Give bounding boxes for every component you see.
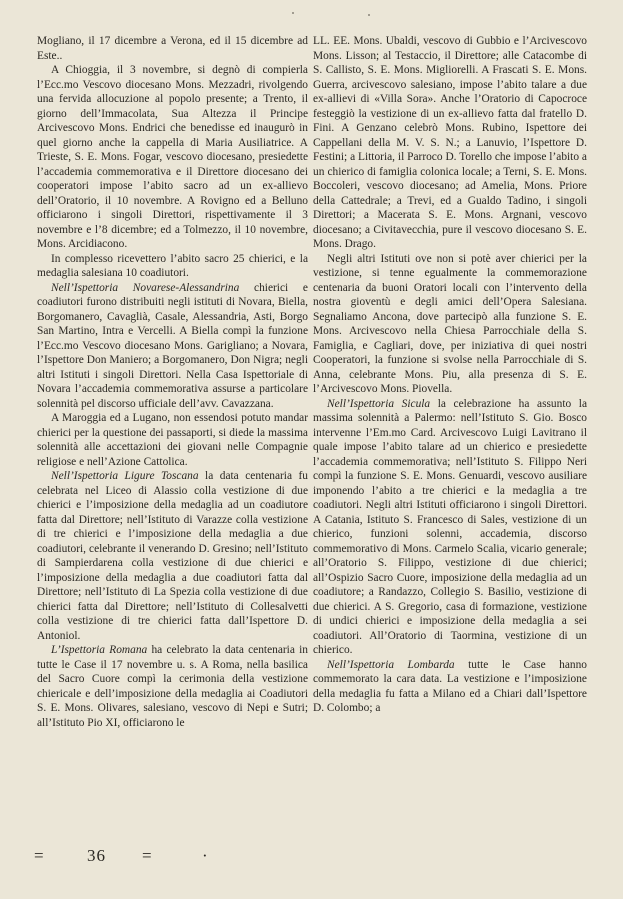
paragraph-text: la celebrazione ha assunto la massima solennità a Palermo: nell’Istituto S. Gio. Bosco intervenne l’Em.mo Card. Arcivescovo Luigi Lavitrano il quale impose l’abito talare ad un chierico e presiedette l’accademia commemorativa; nell’Istituto S. Filippo Neri compì la funzione S. E. Mons. Genuardi, vescovo ausiliare imponendo l’abito a tre chierici e la medaglia a tre coadiutori. Negli altri Istituti officiarono i singoli Direttori. A Catania, Istituto S. Francesco di Sales, vestizione di un chierico, funzioni solenni, accademia, discorso commemorativo di Mons. Carmelo Scalia, vicario generale; all’Oratorio S. Filippo, vestizione di due chierici; all’Ospizio Sacro Cuore, imposizione della medaglia ad un coadiutore; a Randazzo, Collegio S. Basilio, vestizione di due chierici. A S. Gregorio, casa di formazione, vestizione di undici chierici e imposizione della medaglia a sei coadiutori. All’Oratorio di Taormina, vestizione di un chierico.	[313, 397, 587, 656]
footer-dot: ·	[202, 846, 209, 865]
page-number: 36	[87, 846, 106, 865]
paragraph	[313, 658, 587, 716]
footer-left-mark: =	[34, 846, 45, 865]
paragraph-text: A Chioggia, il 3 novembre, si degnò di compierla l’Ecc.mo Vescovo diocesano Mons. Mezzadri, rivolgendo una fervida allocuzione al popolo presente; a Trento, il giorno dell’Immacolata, Sua Altezza il Principe Arcivescovo Mons. Endrici che benedisse ed inaugurò in quel giorno anche la cappella di Maria Ausiliatrice. A Trieste, S. E. Mons. Fogar, vescovo diocesano, presiedette l’accademia commemorativa e il Direttore diocesano dei cooperatori impose l’abito sacro ad un ex-allievo dell’Oratorio, il 10 novembre. A Rovigno ed a Belluno officiarono i singoli Direttori, rispettivamente il 3 novembre e l’8 dicembre; ed a Tolmezzo, il 10 novembre, Mons. Arcidiacono.	[37, 64, 308, 250]
paragraph-text: LL. EE. Mons. Ubaldi, vescovo di Gubbio e l’Arcivescovo Mons. Lisson; al Testaccio, il Direttore; alle Catacombe di S. Callisto, S. E. Mons. Migliorelli. A Frascati S. E. Mons. Guerra, arcivescovo salesiano, impose l’abito talare a due ex-allievi di «Villa Sora». Anche l’Oratorio di Capocroce festeggiò la vestizione di un ex-allievo fatta dal fratello D. Fini. A Genzano celebrò Mons. Rubino, Ispettore dei Cappellani della M. V. S. N.; a Lanuvio, l’Ispettore D. Festini; a Littoria, il Parroco D. Torello che impose l’abito a un chierico di famiglia colonica locale; a Terni, S. E. Mons. Boccoleri, vescovo diocesano; ad Amelia, Mons. Priore della Cattedrale; a Trevi, ed a Gualdo Tadino, i singoli Direttori; a Macerata S. E. Mons. Argnani, vescovo diocesano; a Civitavecchia, pure il vescovo diocesano S. E. Mons. Drago.	[313, 35, 587, 250]
paragraph-text: Negli altri Istituti ove non si potè aver chierici per la vestizione, si tenne egualmente la commemorazione centenaria da buoni Oratori locali con l’intervento della nostra gioventù e degli amici dell’Opera Salesiana. Segnaliamo Ancona, dove partecipò alla funzione S. E. Mons. Arcivescovo nella Chiesa Parrocchiale della S. Famiglia, e Cagliari, dove, per iniziativa di quei nostri Cooperatori, la funzione si svolse nella Parrocchiale di S. Anna, celebrante Mons. Piu, alla presenza di S. E. l’Arcivescovo Mons. Piovella.	[313, 252, 587, 395]
paragraph-text: la data centenaria fu celebrata nel Liceo di Alassio colla vestizione di due chierici e l’imposizione della medaglia ad un coadiutore fatta dal Direttore; nell’Istituto di Varazze colla vestizione di tre chierici e l’imposizione della medaglia a due coadiutori, celebrante il venerando D. Gresino; nell’Istituto di Sampierdarena colla vestizione di due chierici e l’imposizione della medaglia a due coadiutori fatta dal Direttore; nell’Istituto di La Spezia colla vestizione di due chierici fatta dal Direttore; nell’Istituto di Collesalvetti colla vestizione di tre chierici fatta dall’Ispettore D. Antoniol.	[37, 470, 308, 642]
paragraph	[313, 34, 587, 252]
paragraph	[37, 411, 308, 469]
paragraph	[37, 469, 308, 643]
paragraph-text: chierici e coadiutori furono distribuiti negli istituti di Novara, Biella, Borgomanero, Cavaglià, Casale, Alessandria, Asti, Borgo San Martino, Intra e Vercelli. A Biella compì la funzione l’Ecc.mo Vescovo diocesano Mons. Garigliano; a Novara, l’Ispettore Don Maniero; a Borgomanero, Don Nigra; negli altri Istituti i singoli Direttori. Nella Casa Ispettoriale di Novara l’accademia commemorativa assurse a particolare solennità pel discorso ufficiale dell’avv. Cavazzana.	[37, 281, 308, 410]
footer-right-mark: =	[142, 846, 153, 865]
paper-speck	[292, 12, 294, 14]
paragraph-text: A Maroggia ed a Lugano, non essendosi potuto mandar chierici per la questione dei passaporti, si diede la massima solennità alle accettazioni dei giovani nelle Compagnie religiose e nell’Azione Cattolica.	[37, 412, 308, 468]
paragraph	[37, 643, 308, 730]
paragraph	[313, 252, 587, 397]
paragraph-text: In complesso ricevettero l’abito sacro 25 chierici, e la medaglia salesiana 10 coadiutori.	[37, 252, 308, 279]
paragraph	[313, 397, 587, 658]
paragraph-lead-italic: Nell’Ispettoria Ligure Toscana	[51, 470, 199, 482]
paragraph-lead-italic: Nell’Ispettoria Novarese-Alessandrina	[51, 281, 240, 294]
paragraph	[37, 63, 308, 252]
left-column	[37, 34, 308, 730]
paragraph-text: ha celebrato la data centenaria in tutte le Case il 17 novembre u. s. A Roma, nella basilica del Sacro Cuore compì la cerimonia della vestizione chiericale e dell’imposizione della medaglia ai Coadiutori S. E. Mons. Olivares, salesiano, vescovo di Nepi e Sutri; all’Istituto Pio XI, officiarono le	[37, 644, 309, 729]
paragraph	[37, 281, 308, 412]
paragraph-lead-italic: Nell’Ispettoria Sicula	[327, 397, 431, 410]
paragraph-lead-italic: L’Ispettoria Romana	[51, 644, 148, 656]
right-column	[313, 34, 587, 716]
paragraph-text: Mogliano, il 17 dicembre a Verona, ed il 15 dicembre ad Este..	[37, 35, 308, 62]
paragraph-text: tutte le Case hanno commemorato la cara data. La vestizione e l’imposizione della medaglia fu fatta a Milano ed a Chiari dall’Ispettore D. Colombo; a	[313, 658, 587, 714]
paragraph	[37, 34, 308, 63]
paragraph	[37, 252, 308, 281]
paragraph-lead-italic: Nell’Ispettoria Lombarda	[327, 658, 455, 671]
paper-speck	[368, 14, 370, 16]
